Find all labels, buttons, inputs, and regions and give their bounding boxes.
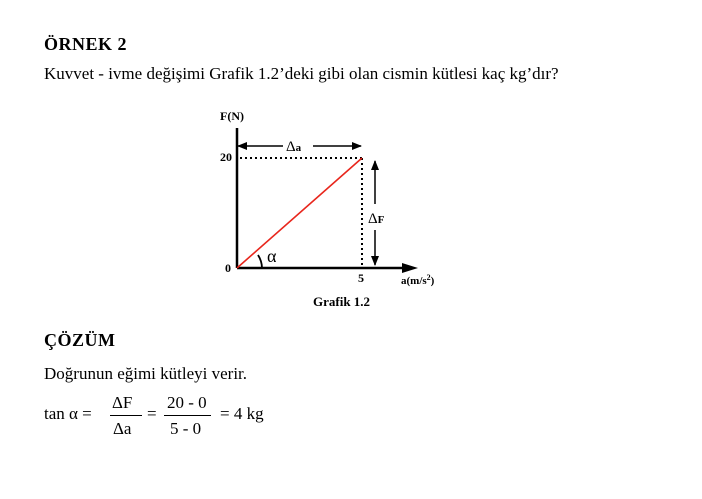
force-acceleration-line xyxy=(237,158,362,268)
origin-label: 0 xyxy=(225,261,231,275)
question-text: Kuvvet - ivme değişimi Grafik 1.2’deki gibi olan cismin kütlesi kaç kg’dır? xyxy=(44,64,559,83)
solution-text: Doğrunun eğimi kütleyi verir. xyxy=(44,364,248,383)
y-tick-label: 20 xyxy=(220,150,232,164)
graph-caption: Grafik 1.2 xyxy=(313,294,371,309)
x-axis-label: $a(m/s^2)$ xyxy=(401,273,435,287)
angle-label: α xyxy=(267,246,277,266)
formula-lhs: tan α = xyxy=(44,404,92,423)
angle-arc xyxy=(258,255,262,268)
solution-title: ÇÖZÜM xyxy=(44,330,116,350)
y-axis-label: F(N) xyxy=(220,109,244,123)
fraction1-bar xyxy=(110,415,142,416)
formula-equals: = xyxy=(147,404,157,423)
fraction1-numerator: ΔF xyxy=(112,393,133,412)
example-title: ÖRNEK 2 xyxy=(44,34,128,54)
x-tick-label: 5 xyxy=(358,271,364,285)
formula-result: = 4 kg xyxy=(220,404,264,423)
fraction2-bar xyxy=(164,415,211,416)
delta-f-label: ΔF xyxy=(368,211,385,227)
x-axis-arrowhead xyxy=(402,263,418,273)
fraction2-numerator: 20 - 0 xyxy=(167,393,207,412)
fraction2-denominator: 5 - 0 xyxy=(170,419,202,438)
fraction1-denominator: Δa xyxy=(113,419,132,438)
delta-a-label: Δa xyxy=(286,139,302,155)
